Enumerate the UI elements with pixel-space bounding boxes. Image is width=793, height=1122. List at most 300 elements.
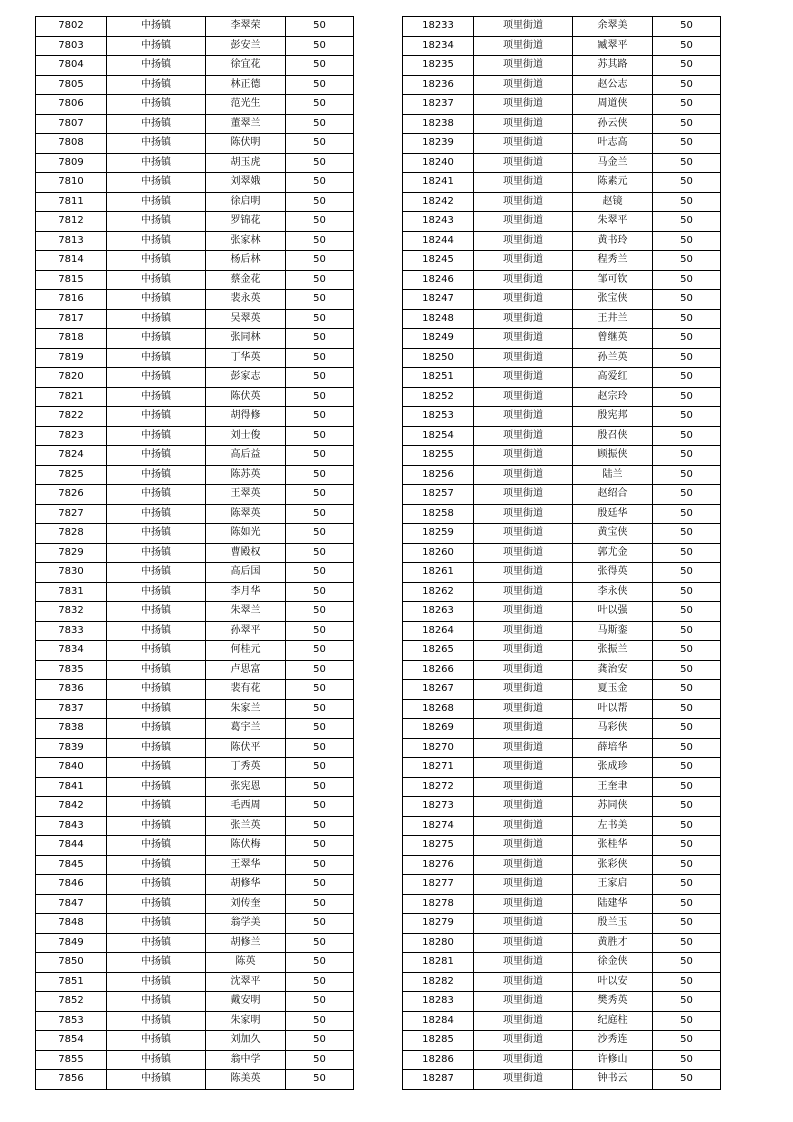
table-row <box>36 192 354 212</box>
right-subsidy-table <box>402 16 721 1090</box>
person-name-cell: 苏其路 <box>573 56 653 76</box>
town-cell: 中扬镇 <box>107 407 206 427</box>
person-name-cell: 孙云侠 <box>573 114 653 134</box>
town-cell: 项里街道 <box>474 309 573 329</box>
table-row <box>403 446 721 466</box>
table-row <box>36 485 354 505</box>
amount-cell: 50 <box>286 485 354 505</box>
town-cell: 中扬镇 <box>107 290 206 310</box>
table-row <box>403 524 721 544</box>
town-cell: 项里街道 <box>474 75 573 95</box>
town-cell: 中扬镇 <box>107 114 206 134</box>
person-name-cell: 裴永英 <box>206 290 286 310</box>
town-cell: 中扬镇 <box>107 621 206 641</box>
person-name-cell: 林正德 <box>206 75 286 95</box>
town-cell: 中扬镇 <box>107 972 206 992</box>
serial-number-cell: 18247 <box>403 290 474 310</box>
town-cell: 中扬镇 <box>107 992 206 1012</box>
amount-cell: 50 <box>653 134 721 154</box>
table-row <box>36 563 354 583</box>
amount-cell: 50 <box>286 153 354 173</box>
serial-number-cell: 18277 <box>403 875 474 895</box>
person-name-cell: 黄胜才 <box>573 933 653 953</box>
amount-cell: 50 <box>653 719 721 739</box>
person-name-cell: 邹可钦 <box>573 270 653 290</box>
table-row <box>403 114 721 134</box>
serial-number-cell: 7850 <box>36 953 107 973</box>
person-name-cell: 翁学美 <box>206 914 286 934</box>
person-name-cell: 夏玉金 <box>573 680 653 700</box>
serial-number-cell: 18271 <box>403 758 474 778</box>
amount-cell: 50 <box>653 231 721 251</box>
serial-number-cell: 7808 <box>36 134 107 154</box>
serial-number-cell: 18283 <box>403 992 474 1012</box>
amount-cell: 50 <box>653 699 721 719</box>
serial-number-cell: 18273 <box>403 797 474 817</box>
serial-number-cell: 18262 <box>403 582 474 602</box>
town-cell: 项里街道 <box>474 95 573 115</box>
amount-cell: 50 <box>653 309 721 329</box>
serial-number-cell: 18249 <box>403 329 474 349</box>
town-cell: 项里街道 <box>474 563 573 583</box>
town-cell: 项里街道 <box>474 114 573 134</box>
amount-cell: 50 <box>286 192 354 212</box>
serial-number-cell: 7851 <box>36 972 107 992</box>
amount-cell: 50 <box>286 75 354 95</box>
table-row <box>403 777 721 797</box>
table-row <box>36 387 354 407</box>
table-row <box>403 251 721 271</box>
town-cell: 中扬镇 <box>107 192 206 212</box>
serial-number-cell: 7821 <box>36 387 107 407</box>
serial-number-cell: 18246 <box>403 270 474 290</box>
town-cell: 中扬镇 <box>107 797 206 817</box>
serial-number-cell: 18284 <box>403 1011 474 1031</box>
serial-number-cell: 18242 <box>403 192 474 212</box>
amount-cell: 50 <box>653 251 721 271</box>
table-row <box>403 485 721 505</box>
amount-cell: 50 <box>286 329 354 349</box>
town-cell: 中扬镇 <box>107 173 206 193</box>
person-name-cell: 殷召侠 <box>573 426 653 446</box>
person-name-cell: 周道侠 <box>573 95 653 115</box>
serial-number-cell: 7852 <box>36 992 107 1012</box>
person-name-cell: 高爱红 <box>573 368 653 388</box>
town-cell: 中扬镇 <box>107 56 206 76</box>
serial-number-cell: 18250 <box>403 348 474 368</box>
person-name-cell: 王奎聿 <box>573 777 653 797</box>
table-row <box>36 894 354 914</box>
table-row <box>403 660 721 680</box>
person-name-cell: 叶志高 <box>573 134 653 154</box>
amount-cell: 50 <box>653 543 721 563</box>
serial-number-cell: 18235 <box>403 56 474 76</box>
town-cell: 中扬镇 <box>107 719 206 739</box>
amount-cell: 50 <box>653 894 721 914</box>
amount-cell: 50 <box>286 309 354 329</box>
amount-cell: 50 <box>653 816 721 836</box>
person-name-cell: 余翠美 <box>573 17 653 37</box>
amount-cell: 50 <box>286 524 354 544</box>
serial-number-cell: 7856 <box>36 1070 107 1090</box>
serial-number-cell: 18245 <box>403 251 474 271</box>
serial-number-cell: 18282 <box>403 972 474 992</box>
amount-cell: 50 <box>286 134 354 154</box>
person-name-cell: 张同林 <box>206 329 286 349</box>
person-name-cell: 朱家兰 <box>206 699 286 719</box>
amount-cell: 50 <box>653 524 721 544</box>
amount-cell: 50 <box>286 348 354 368</box>
table-row <box>36 504 354 524</box>
table-row <box>36 153 354 173</box>
amount-cell: 50 <box>286 1070 354 1090</box>
serial-number-cell: 18279 <box>403 914 474 934</box>
serial-number-cell: 7803 <box>36 36 107 56</box>
table-row <box>36 641 354 661</box>
person-name-cell: 马斯銮 <box>573 621 653 641</box>
town-cell: 中扬镇 <box>107 95 206 115</box>
town-cell: 项里街道 <box>474 543 573 563</box>
serial-number-cell: 7806 <box>36 95 107 115</box>
town-cell: 项里街道 <box>474 894 573 914</box>
town-cell: 中扬镇 <box>107 738 206 758</box>
town-cell: 中扬镇 <box>107 17 206 37</box>
serial-number-cell: 18275 <box>403 836 474 856</box>
person-name-cell: 范光生 <box>206 95 286 115</box>
person-name-cell: 王翠英 <box>206 485 286 505</box>
serial-number-cell: 7841 <box>36 777 107 797</box>
town-cell: 项里街道 <box>474 1031 573 1051</box>
town-cell: 中扬镇 <box>107 816 206 836</box>
amount-cell: 50 <box>653 36 721 56</box>
table-row <box>403 894 721 914</box>
table-row <box>36 212 354 232</box>
serial-number-cell: 7828 <box>36 524 107 544</box>
table-row <box>36 1031 354 1051</box>
amount-cell: 50 <box>653 758 721 778</box>
amount-cell: 50 <box>286 933 354 953</box>
serial-number-cell: 18278 <box>403 894 474 914</box>
amount-cell: 50 <box>286 563 354 583</box>
town-cell: 项里街道 <box>474 680 573 700</box>
person-name-cell: 叶以安 <box>573 972 653 992</box>
serial-number-cell: 18244 <box>403 231 474 251</box>
serial-number-cell: 18276 <box>403 855 474 875</box>
person-name-cell: 曹殿权 <box>206 543 286 563</box>
person-name-cell: 高后益 <box>206 446 286 466</box>
table-row <box>403 719 721 739</box>
serial-number-cell: 7818 <box>36 329 107 349</box>
person-name-cell: 顾振侠 <box>573 446 653 466</box>
person-name-cell: 蔡金花 <box>206 270 286 290</box>
town-cell: 项里街道 <box>474 699 573 719</box>
person-name-cell: 葛宇兰 <box>206 719 286 739</box>
amount-cell: 50 <box>653 173 721 193</box>
serial-number-cell: 18287 <box>403 1070 474 1090</box>
serial-number-cell: 7834 <box>36 641 107 661</box>
serial-number-cell: 7820 <box>36 368 107 388</box>
amount-cell: 50 <box>286 777 354 797</box>
table-row <box>36 426 354 446</box>
serial-number-cell: 7822 <box>36 407 107 427</box>
table-row <box>36 680 354 700</box>
table-row <box>403 582 721 602</box>
amount-cell: 50 <box>286 231 354 251</box>
amount-cell: 50 <box>653 329 721 349</box>
table-row <box>403 504 721 524</box>
table-row <box>36 1070 354 1090</box>
table-row <box>403 1011 721 1031</box>
table-row <box>403 855 721 875</box>
amount-cell: 50 <box>653 368 721 388</box>
person-name-cell: 胡得修 <box>206 407 286 427</box>
town-cell: 中扬镇 <box>107 563 206 583</box>
serial-number-cell: 18236 <box>403 75 474 95</box>
person-name-cell: 赵宗玲 <box>573 387 653 407</box>
table-row <box>403 407 721 427</box>
person-name-cell: 赵镜 <box>573 192 653 212</box>
amount-cell: 50 <box>653 836 721 856</box>
town-cell: 中扬镇 <box>107 309 206 329</box>
person-name-cell: 刘士俊 <box>206 426 286 446</box>
table-row <box>403 387 721 407</box>
table-row <box>36 777 354 797</box>
amount-cell: 50 <box>286 465 354 485</box>
town-cell: 中扬镇 <box>107 75 206 95</box>
person-name-cell: 曾继英 <box>573 329 653 349</box>
table-row <box>36 251 354 271</box>
town-cell: 中扬镇 <box>107 875 206 895</box>
town-cell: 项里街道 <box>474 446 573 466</box>
person-name-cell: 程秀兰 <box>573 251 653 271</box>
person-name-cell: 董翠兰 <box>206 114 286 134</box>
town-cell: 中扬镇 <box>107 270 206 290</box>
amount-cell: 50 <box>286 797 354 817</box>
person-name-cell: 彭安兰 <box>206 36 286 56</box>
serial-number-cell: 7826 <box>36 485 107 505</box>
town-cell: 项里街道 <box>474 641 573 661</box>
table-row <box>403 680 721 700</box>
table-row <box>36 309 354 329</box>
town-cell: 项里街道 <box>474 1011 573 1031</box>
table-row <box>403 563 721 583</box>
serial-number-cell: 18269 <box>403 719 474 739</box>
amount-cell: 50 <box>286 270 354 290</box>
amount-cell: 50 <box>653 95 721 115</box>
serial-number-cell: 7819 <box>36 348 107 368</box>
table-row <box>36 797 354 817</box>
table-row <box>403 621 721 641</box>
amount-cell: 50 <box>286 36 354 56</box>
amount-cell: 50 <box>286 1050 354 1070</box>
amount-cell: 50 <box>286 582 354 602</box>
table-row <box>403 368 721 388</box>
table-row <box>36 758 354 778</box>
amount-cell: 50 <box>286 1031 354 1051</box>
town-cell: 项里街道 <box>474 56 573 76</box>
table-row <box>36 524 354 544</box>
serial-number-cell: 7810 <box>36 173 107 193</box>
serial-number-cell: 18286 <box>403 1050 474 1070</box>
person-name-cell: 马彩侠 <box>573 719 653 739</box>
table-row <box>36 855 354 875</box>
amount-cell: 50 <box>653 17 721 37</box>
table-row <box>36 953 354 973</box>
table-row <box>403 95 721 115</box>
amount-cell: 50 <box>653 504 721 524</box>
serial-number-cell: 7815 <box>36 270 107 290</box>
town-cell: 中扬镇 <box>107 836 206 856</box>
amount-cell: 50 <box>653 446 721 466</box>
person-name-cell: 王井兰 <box>573 309 653 329</box>
serial-number-cell: 7837 <box>36 699 107 719</box>
amount-cell: 50 <box>286 426 354 446</box>
town-cell: 中扬镇 <box>107 348 206 368</box>
town-cell: 项里街道 <box>474 251 573 271</box>
town-cell: 中扬镇 <box>107 212 206 232</box>
table-row <box>36 621 354 641</box>
person-name-cell: 彭家志 <box>206 368 286 388</box>
person-name-cell: 陈美英 <box>206 1070 286 1090</box>
person-name-cell: 罗锦花 <box>206 212 286 232</box>
town-cell: 项里街道 <box>474 816 573 836</box>
serial-number-cell: 18238 <box>403 114 474 134</box>
amount-cell: 50 <box>286 816 354 836</box>
table-row <box>36 738 354 758</box>
serial-number-cell: 7807 <box>36 114 107 134</box>
table-row <box>36 446 354 466</box>
amount-cell: 50 <box>286 894 354 914</box>
table-row <box>36 914 354 934</box>
serial-number-cell: 18285 <box>403 1031 474 1051</box>
amount-cell: 50 <box>653 407 721 427</box>
person-name-cell: 叶以帮 <box>573 699 653 719</box>
serial-number-cell: 7825 <box>36 465 107 485</box>
person-name-cell: 马金兰 <box>573 153 653 173</box>
serial-number-cell: 18259 <box>403 524 474 544</box>
table-row <box>36 1050 354 1070</box>
amount-cell: 50 <box>286 17 354 37</box>
amount-cell: 50 <box>653 270 721 290</box>
town-cell: 项里街道 <box>474 1070 573 1090</box>
table-row <box>36 972 354 992</box>
table-row <box>403 699 721 719</box>
town-cell: 项里街道 <box>474 855 573 875</box>
table-row <box>36 173 354 193</box>
town-cell: 项里街道 <box>474 953 573 973</box>
serial-number-cell: 18270 <box>403 738 474 758</box>
person-name-cell: 张成珍 <box>573 758 653 778</box>
serial-number-cell: 18253 <box>403 407 474 427</box>
amount-cell: 50 <box>653 953 721 973</box>
table-row <box>403 875 721 895</box>
person-name-cell: 陈素元 <box>573 173 653 193</box>
table-row <box>36 231 354 251</box>
person-name-cell: 张桂华 <box>573 836 653 856</box>
serial-number-cell: 18252 <box>403 387 474 407</box>
town-cell: 中扬镇 <box>107 1011 206 1031</box>
serial-number-cell: 18240 <box>403 153 474 173</box>
serial-number-cell: 7813 <box>36 231 107 251</box>
table-row <box>36 17 354 37</box>
town-cell: 项里街道 <box>474 212 573 232</box>
serial-number-cell: 18243 <box>403 212 474 232</box>
amount-cell: 50 <box>286 290 354 310</box>
amount-cell: 50 <box>653 153 721 173</box>
serial-number-cell: 7804 <box>36 56 107 76</box>
serial-number-cell: 7855 <box>36 1050 107 1070</box>
person-name-cell: 樊秀英 <box>573 992 653 1012</box>
town-cell: 项里街道 <box>474 153 573 173</box>
serial-number-cell: 18233 <box>403 17 474 37</box>
amount-cell: 50 <box>286 836 354 856</box>
amount-cell: 50 <box>286 680 354 700</box>
table-row <box>36 75 354 95</box>
amount-cell: 50 <box>286 173 354 193</box>
person-name-cell: 陈伏明 <box>206 134 286 154</box>
person-name-cell: 杨后林 <box>206 251 286 271</box>
person-name-cell: 李翠荣 <box>206 17 286 37</box>
person-name-cell: 殷宪邦 <box>573 407 653 427</box>
serial-number-cell: 7805 <box>36 75 107 95</box>
serial-number-cell: 18257 <box>403 485 474 505</box>
town-cell: 中扬镇 <box>107 933 206 953</box>
serial-number-cell: 7830 <box>36 563 107 583</box>
town-cell: 项里街道 <box>474 329 573 349</box>
town-cell: 项里街道 <box>474 621 573 641</box>
amount-cell: 50 <box>286 446 354 466</box>
amount-cell: 50 <box>653 1050 721 1070</box>
serial-number-cell: 18241 <box>403 173 474 193</box>
serial-number-cell: 18266 <box>403 660 474 680</box>
person-name-cell: 丁秀英 <box>206 758 286 778</box>
person-name-cell: 卢思富 <box>206 660 286 680</box>
town-cell: 中扬镇 <box>107 329 206 349</box>
town-cell: 中扬镇 <box>107 641 206 661</box>
amount-cell: 50 <box>653 192 721 212</box>
serial-number-cell: 7817 <box>36 309 107 329</box>
amount-cell: 50 <box>653 972 721 992</box>
person-name-cell: 徐金侠 <box>573 953 653 973</box>
table-row <box>36 329 354 349</box>
town-cell: 项里街道 <box>474 231 573 251</box>
serial-number-cell: 18265 <box>403 641 474 661</box>
amount-cell: 50 <box>286 212 354 232</box>
table-row <box>403 641 721 661</box>
town-cell: 项里街道 <box>474 777 573 797</box>
serial-number-cell: 7823 <box>36 426 107 446</box>
table-row <box>403 134 721 154</box>
table-row <box>403 953 721 973</box>
person-name-cell: 王家启 <box>573 875 653 895</box>
person-name-cell: 郭尤金 <box>573 543 653 563</box>
town-cell: 中扬镇 <box>107 251 206 271</box>
person-name-cell: 戴安明 <box>206 992 286 1012</box>
serial-number-cell: 7846 <box>36 875 107 895</box>
table-row <box>403 173 721 193</box>
town-cell: 项里街道 <box>474 173 573 193</box>
serial-number-cell: 7836 <box>36 680 107 700</box>
serial-number-cell: 18239 <box>403 134 474 154</box>
town-cell: 中扬镇 <box>107 524 206 544</box>
person-name-cell: 钟书云 <box>573 1070 653 1090</box>
town-cell: 中扬镇 <box>107 368 206 388</box>
amount-cell: 50 <box>653 212 721 232</box>
amount-cell: 50 <box>653 348 721 368</box>
serial-number-cell: 7838 <box>36 719 107 739</box>
town-cell: 项里街道 <box>474 407 573 427</box>
amount-cell: 50 <box>286 621 354 641</box>
